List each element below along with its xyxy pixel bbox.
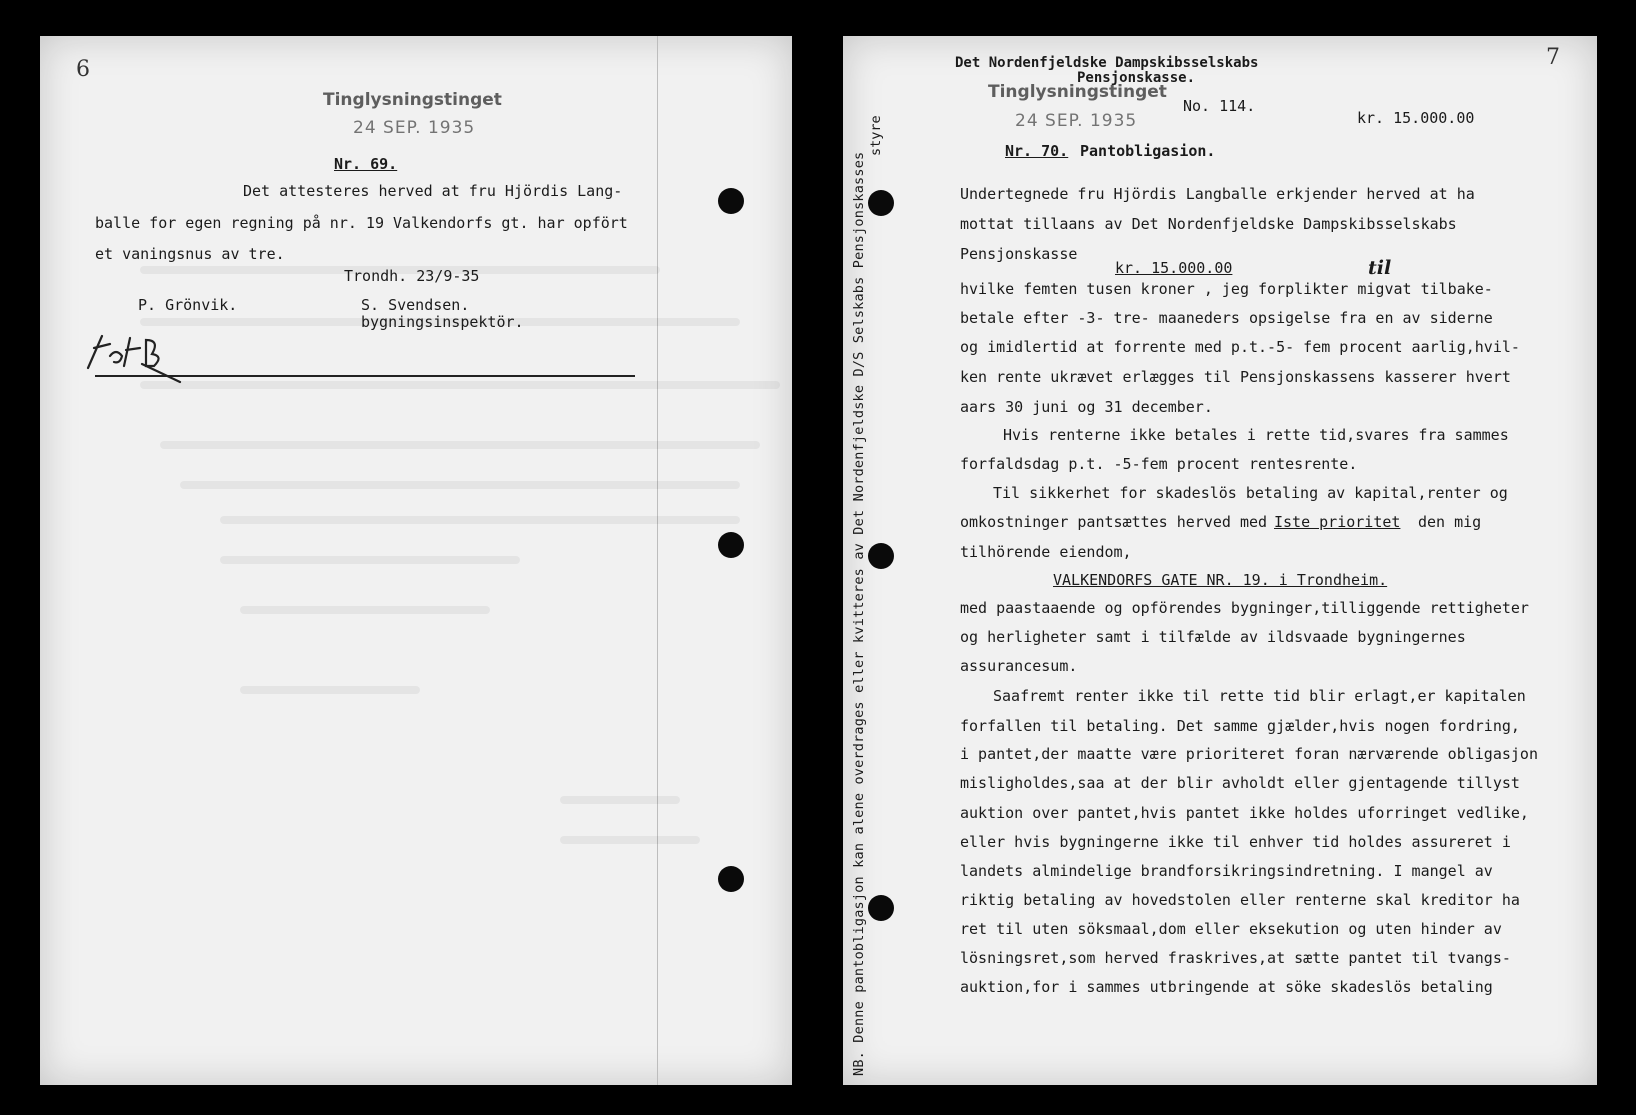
body-line: Saafremt renter ikke til rette tid blir erlagt,er kapitalen (993, 687, 1526, 705)
body-line: misligholdes,saa at der blir avholdt eller gjentagende tillyst (960, 774, 1520, 792)
margin-note-word: styre (868, 115, 884, 156)
body-line: tilhörende eiendom, (960, 543, 1132, 561)
body-line: forfaldsdag p.t. -5-fem procent rentesrente. (960, 455, 1358, 473)
body-line: eller hvis bygningerne ikke til enhver tid holdes assureret i (960, 833, 1511, 851)
property-address: VALKENDORFS GATE NR. 19. i Trondheim. (1053, 571, 1388, 589)
document-title: Pantobligasion. (1080, 142, 1216, 160)
body-line: forfallen til betaling. Det samme gjælder,hvis nogen fordring, (960, 717, 1520, 735)
signer-right-title: bygningsinspektör. (361, 313, 524, 331)
creditor-header: Det Nordenfjeldske Dampskibsselskabs (955, 55, 1259, 71)
priority-term: Iste prioritet (1274, 513, 1401, 531)
page-fold (657, 36, 658, 1085)
amount-header: kr. 15.000.00 (1357, 109, 1475, 127)
page-number: 7 (1546, 45, 1560, 70)
body-line: assurancesum. (960, 657, 1078, 675)
bleed-through (560, 796, 680, 804)
body-line: balle for egen regning på nr. 19 Valkendorfs gt. har opfört (95, 214, 628, 232)
margin-note: NB. Denne pantobligasjon kan alene overdrages eller kvitteres av Det Nordenfjeldske D/S Selskabs Pensjonskasses (851, 151, 867, 1076)
body-line: auktion,for i sammes utbringende at söke skadeslös betaling (960, 978, 1493, 996)
body-line: riktig betaling av hovedstolen eller renterne skal kreditor ha (960, 891, 1520, 909)
binder-hole (868, 543, 894, 569)
bleed-through (140, 381, 780, 389)
body-line: Til sikkerhet for skadeslös betaling av kapital,renter og (993, 484, 1508, 502)
body-line: i pantet,der maatte være prioriteret foran nærværende obligasjon (960, 745, 1538, 763)
creditor-header-2: Pensjonskasse. (1077, 70, 1196, 86)
loan-amount: kr. 15.000.00 (1115, 259, 1233, 277)
handwritten-initials (80, 326, 190, 386)
bleed-through (220, 516, 740, 524)
stamp-date: 24 SEP. 1935 (1015, 111, 1138, 131)
bleed-through (180, 481, 740, 489)
bleed-through (560, 836, 700, 844)
registration-stamp: Tinglysningstinget (988, 82, 1167, 102)
body-line: betale efter -3- tre- maaneders opsigelse fra en av siderne (960, 309, 1493, 327)
body-line: landets almindelige brandforsikringsindretning. I mangel av (960, 862, 1493, 880)
body-line: omkostninger pantsættes herved med (960, 513, 1268, 531)
document-number: Nr. 70. (1005, 142, 1069, 160)
right-page (843, 36, 1597, 1085)
body-line: ken rente ukrævet erlægges til Pensjonskassens kasserer hvert (960, 368, 1511, 386)
body-line: lösningsret,som herved fraskrives,at sætte pantet til tvangs- (960, 949, 1511, 967)
body-line: auktion over pantet,hvis pantet ikke holdes uforringet vedlike, (960, 804, 1529, 822)
body-line: aars 30 juni og 31 december. (960, 398, 1213, 416)
body-line: Det attesteres herved at fru Hjördis Lang- (243, 182, 623, 200)
bleed-through (160, 441, 760, 449)
bleed-through (240, 606, 490, 614)
body-line: ret til uten söksmaal,dom eller eksekution og uten hinder av (960, 920, 1502, 938)
binder-hole (868, 190, 894, 216)
binder-hole (718, 188, 744, 214)
signer-left: P. Grönvik. (138, 296, 238, 314)
body-line: og herligheter samt i tilfælde av ildsvaade bygningernes (960, 628, 1466, 646)
body-line: med paastaaende og opförendes bygninger,tilliggende rettigheter (960, 599, 1529, 617)
body-line: et vaningsnus av tre. (95, 245, 285, 263)
binder-hole (718, 866, 744, 892)
binder-hole (718, 532, 744, 558)
handwritten-insert: til (1368, 257, 1392, 279)
body-line: Undertegnede fru Hjördis Langballe erkjender herved at ha (960, 185, 1475, 203)
binder-hole (868, 895, 894, 921)
body-line: hvilke femten tusen kroner , jeg forplikter migvat tilbake- (960, 280, 1493, 298)
bleed-through (220, 556, 520, 564)
stamp-date: 24 SEP. 1935 (353, 118, 476, 138)
section-rule (95, 375, 635, 377)
registration-stamp: Tinglysningstinget (323, 90, 502, 110)
signer-right: S. Svendsen. (361, 296, 470, 314)
bleed-through (240, 686, 420, 694)
left-page (40, 36, 792, 1085)
body-line: og imidlertid at forrente med p.t.-5- fem procent aarlig,hvil- (960, 338, 1520, 356)
page-number: 6 (76, 57, 90, 82)
entry-number: No. 114. (1183, 97, 1256, 115)
body-line: mottat tillaans av Det Nordenfjeldske Dampskibsselskabs (960, 215, 1457, 233)
document-number: Nr. 69. (334, 155, 398, 173)
place-date: Trondh. 23/9-35 (344, 267, 480, 285)
body-line: den mig (1418, 513, 1482, 531)
body-line: Pensjonskasse (960, 245, 1078, 263)
body-line: Hvis renterne ikke betales i rette tid,svares fra sammes (1003, 426, 1509, 444)
